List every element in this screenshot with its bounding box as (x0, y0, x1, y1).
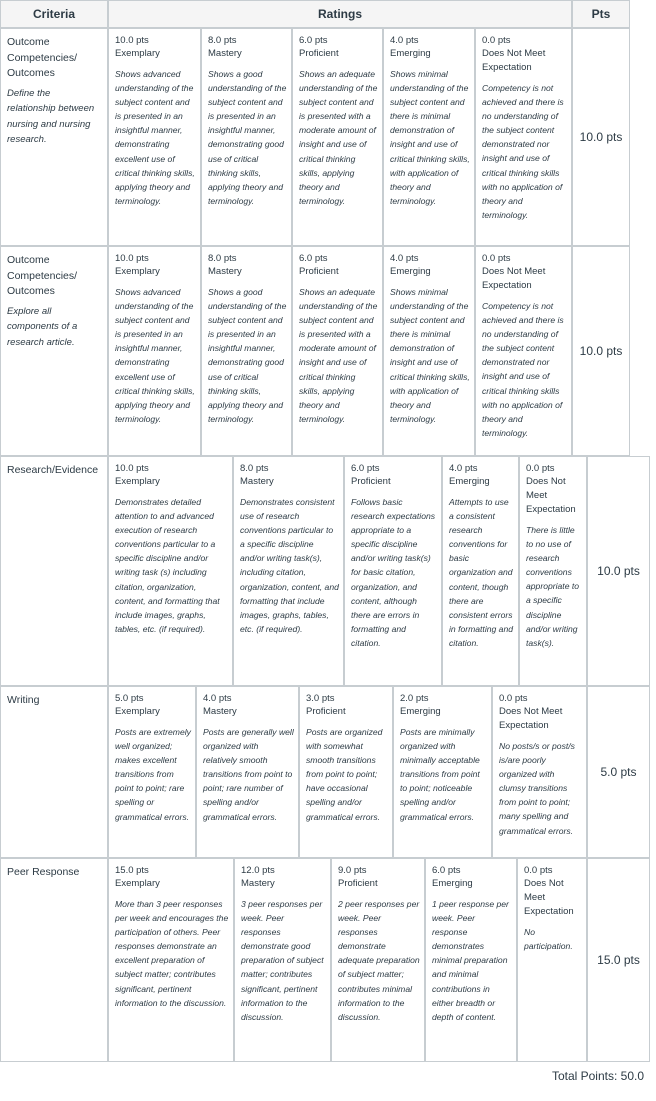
criterion-points: 15.0 pts (587, 858, 650, 1062)
rating-description: Shows a good understanding of the subject content and is presented in an insightful manner, demonstrating good use of critical thinking skills, applying theory and terminology. (208, 69, 287, 206)
criteria-header: Criteria (0, 0, 108, 28)
rating-cell[interactable] (383, 28, 475, 246)
ratings-header: Ratings (108, 0, 572, 28)
rating-title: Does Not Meet Expectation (482, 266, 546, 291)
rating-description: Shows minimal understanding of the subject content and there is minimal demonstration of insight and use of critical thinking skills, with application of theory and terminology. (390, 287, 470, 424)
rating-title: Exemplary (115, 706, 160, 717)
rating-cell[interactable] (492, 686, 587, 858)
rating-points: 10.0 pts (115, 253, 149, 264)
criterion-row-3 (0, 456, 108, 686)
rating-cell[interactable] (517, 858, 587, 1062)
rating-points: 6.0 pts (299, 35, 328, 46)
rating-points: 4.0 pts (390, 35, 419, 46)
rating-description: Posts are minimally organized with minimally acceptable transitions from point to point; noticeable spelling and/or grammatical errors. (400, 727, 480, 822)
rating-cell[interactable] (475, 246, 572, 456)
rating-description: Shows an adequate understanding of the subject content and is presented with a moderate amount of insight and use of critical thinking skills, applying theory and terminology. (299, 287, 378, 424)
rating-points: 2.0 pts (400, 693, 429, 704)
rating-title: Exemplary (115, 266, 160, 277)
rating-points: 0.0 pts (526, 463, 555, 474)
rating-cell[interactable] (519, 456, 587, 686)
criterion-points: 10.0 pts (572, 28, 630, 246)
rating-points: 8.0 pts (208, 253, 237, 264)
criterion-description: Explore all components of a research article. (7, 305, 78, 348)
rating-points: 8.0 pts (208, 35, 237, 46)
rating-description: Demonstrates consistent use of research conventions particular to a specific discipline and/or writing task(s), including citation, organization, content, and formatting that include images, graphs, tables, etc. (if required). (240, 497, 339, 634)
rating-description: Posts are organized with somewhat smooth transitions from point to point; have occasional spelling and/or grammatical errors. (306, 727, 383, 822)
rating-cell[interactable] (196, 686, 299, 858)
rating-points: 3.0 pts (306, 693, 335, 704)
rating-points: 0.0 pts (499, 693, 528, 704)
rating-points: 4.0 pts (449, 463, 478, 474)
rating-points: 10.0 pts (115, 35, 149, 46)
criterion-row-4 (0, 686, 108, 858)
rating-cell[interactable] (108, 686, 196, 858)
rating-title: Proficient (299, 266, 339, 277)
rating-cell[interactable] (425, 858, 517, 1062)
rating-title: Proficient (299, 48, 339, 59)
rating-cell[interactable] (383, 246, 475, 456)
rating-description: Competency is not achieved and there is no understanding of the subject content demonstrated nor insight and use of critical thinking skills with no application of theory and terminology. (482, 83, 564, 220)
rating-title: Emerging (390, 48, 431, 59)
rating-description: Shows advanced understanding of the subject content and is presented in an insightful manner, demonstrating excellent use of critical thinking skills, applying theory and terminology. (115, 287, 195, 424)
criterion-row-5 (0, 858, 108, 1062)
rating-title: Exemplary (115, 878, 160, 889)
rating-description: More than 3 peer responses per week and encourages the participation of others. Peer responses demonstrate an excellent preparation of subject matter; contributes significant, pertinent information to the discussion. (115, 899, 229, 1008)
rating-description: Demonstrates detailed attention to and advanced execution of research conventions particular to a specific discipline and/or writing task (s) including citation, organization, content, and formatting that include images, graphs, tables, etc. (if required). (115, 497, 220, 634)
rating-description: 1 peer response per week. Peer response demonstrates minimal preparation and minimal contributions in either breadth or depth of content. (432, 899, 509, 1022)
rating-points: 8.0 pts (240, 463, 269, 474)
criterion-title: Outcome Competencies/ Outcomes (7, 254, 78, 297)
rating-points: 0.0 pts (482, 35, 511, 46)
rating-cell[interactable] (233, 456, 344, 686)
rating-cell[interactable] (108, 456, 233, 686)
rating-description: Follows basic research expectations appropriate to a specific discipline and/or writing task(s) for basic citation, organization, and content, although there are errors in formatting and citation. (351, 497, 436, 648)
rating-points: 4.0 pts (203, 693, 232, 704)
rating-cell[interactable] (475, 28, 572, 246)
criterion-title: Research/Evidence (7, 464, 99, 476)
rating-cell[interactable] (393, 686, 492, 858)
rating-title: Emerging (390, 266, 431, 277)
rating-description: Attempts to use a consistent research conventions for basic organization and content, though there are consistent errors in formatting and citation. (449, 497, 514, 648)
pts-header: Pts (572, 0, 630, 28)
rating-title: Mastery (208, 266, 242, 277)
rating-points: 6.0 pts (351, 463, 380, 474)
rating-points: 6.0 pts (432, 865, 461, 876)
rating-description: There is little to no use of research conventions appropriate to a specific discipline and/or writing task(s). (526, 525, 580, 648)
rating-description: Posts are generally well organized with relatively smooth transitions from point to point; rare number of spelling and/or grammatical errors. (203, 727, 294, 822)
rating-title: Does Not Meet Expectation (482, 48, 546, 73)
rating-title: Mastery (240, 476, 274, 487)
rating-title: Mastery (203, 706, 237, 717)
rating-title: Does Not Meet Expectation (526, 476, 576, 515)
rating-title: Exemplary (115, 48, 160, 59)
rating-cell[interactable] (299, 686, 393, 858)
rating-description: No posts/s or post/s is/are poorly organized with clumsy transitions from point to point; many spelling and grammatical errors. (499, 741, 575, 836)
rating-description: Shows a good understanding of the subject content and is presented in an insightful manner, demonstrating good use of critical thinking skills, applying theory and terminology. (208, 287, 287, 424)
rating-cell[interactable] (331, 858, 425, 1062)
rating-points: 4.0 pts (390, 253, 419, 264)
rating-cell[interactable] (442, 456, 519, 686)
rating-description: Competency is not achieved and there is no understanding of the subject content demonstrated nor insight and use of critical thinking skills with no application of theory and terminology. (482, 301, 564, 438)
rating-description: Shows minimal understanding of the subject content and there is minimal demonstration of insight and use of critical thinking skills, with application of theory and terminology. (390, 69, 470, 206)
criterion-title: Outcome Competencies/ Outcomes (7, 36, 78, 79)
rating-title: Does Not Meet Expectation (499, 706, 563, 731)
rating-cell[interactable] (108, 246, 201, 456)
criterion-title: Writing (7, 694, 40, 706)
criterion-points: 10.0 pts (587, 456, 650, 686)
rating-description: 2 peer responses per week. Peer responses demonstrate adequate preparation of subject matter; contributes minimal information to the discussion. (338, 899, 420, 1022)
rating-description: No participation. (524, 927, 573, 952)
rating-cell[interactable] (292, 246, 383, 456)
rating-title: Emerging (432, 878, 473, 889)
rating-points: 0.0 pts (482, 253, 511, 264)
total-points: Total Points: 50.0 (551, 1069, 644, 1083)
rating-cell[interactable] (344, 456, 442, 686)
rating-title: Mastery (241, 878, 275, 889)
criterion-title: Peer Response (7, 866, 80, 878)
rating-cell[interactable] (234, 858, 331, 1062)
rating-points: 15.0 pts (115, 865, 149, 876)
rating-cell[interactable] (108, 28, 201, 246)
rating-points: 9.0 pts (338, 865, 367, 876)
rating-title: Emerging (449, 476, 490, 487)
rating-cell[interactable] (108, 858, 234, 1062)
rating-title: Does Not Meet Expectation (524, 878, 574, 917)
rating-cell[interactable] (292, 28, 383, 246)
rating-description: Posts are extremely well organized; makes excellent transitions from point to point; rare spelling or grammatical errors. (115, 727, 191, 822)
criterion-points: 5.0 pts (587, 686, 650, 858)
rating-points: 10.0 pts (115, 463, 149, 474)
rating-title: Proficient (306, 706, 346, 717)
rating-title: Emerging (400, 706, 441, 717)
rating-title: Mastery (208, 48, 242, 59)
rating-description: Shows an adequate understanding of the subject content and is presented with a moderate amount of insight and use of critical thinking skills, applying theory and terminology. (299, 69, 378, 206)
rating-title: Exemplary (115, 476, 160, 487)
rating-title: Proficient (338, 878, 378, 889)
rating-description: Shows advanced understanding of the subject content and is presented in an insightful manner, demonstrating excellent use of critical thinking skills, applying theory and terminology. (115, 69, 195, 206)
rating-cell[interactable] (201, 28, 292, 246)
criterion-row-1 (0, 28, 108, 246)
criterion-row-2 (0, 246, 108, 456)
criterion-points: 10.0 pts (572, 246, 630, 456)
rating-points: 0.0 pts (524, 865, 553, 876)
rating-description: 3 peer responses per week. Peer responses demonstrate good preparation of subject matter; contributes significant, pertinent information to the discussion. (241, 899, 324, 1022)
rating-title: Proficient (351, 476, 391, 487)
rating-points: 12.0 pts (241, 865, 275, 876)
rating-points: 6.0 pts (299, 253, 328, 264)
criterion-description: Define the relationship between nursing and nursing research. (7, 87, 95, 145)
rating-cell[interactable] (201, 246, 292, 456)
rating-points: 5.0 pts (115, 693, 144, 704)
